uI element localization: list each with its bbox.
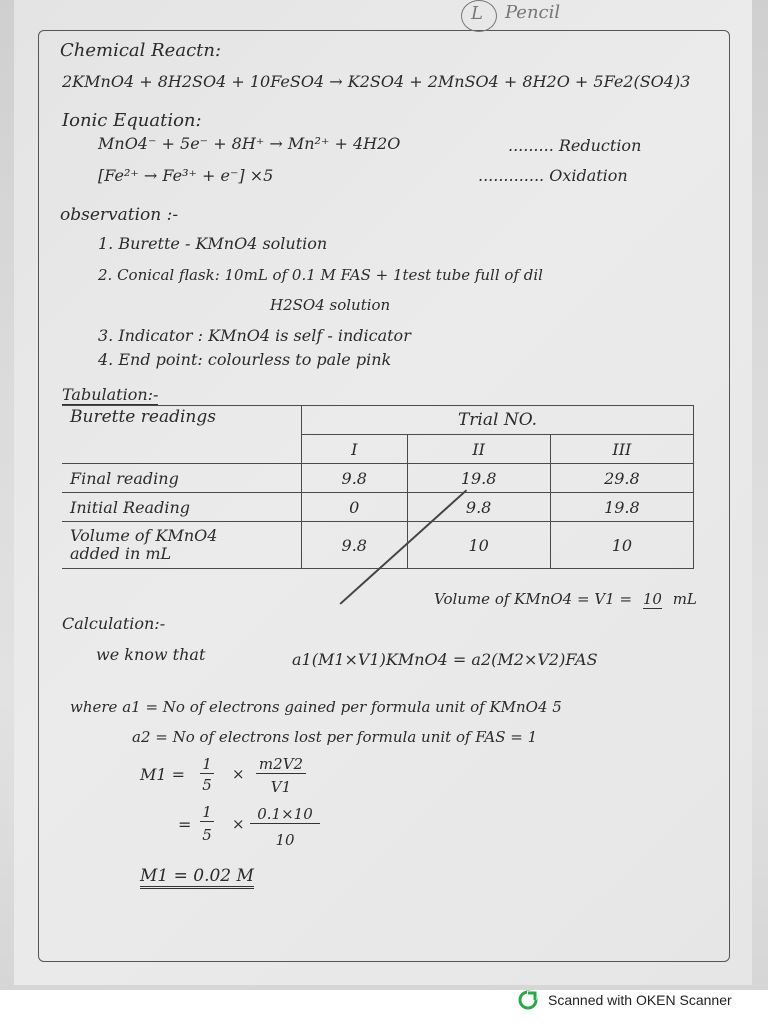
row-label-2: added in mL: [70, 544, 172, 563]
cell: 9.8: [407, 493, 550, 522]
m1-lhs: M1 =: [140, 765, 186, 784]
ionic-title: Ionic Equation:: [62, 110, 202, 131]
footer-text: Scanned with OKEN Scanner: [548, 992, 732, 1008]
times-sign-2: ×: [232, 815, 245, 833]
table-row: [62, 493, 694, 522]
volume-value: 10: [642, 590, 662, 608]
cell: 10: [407, 522, 550, 569]
frac-num-one: 1: [200, 755, 214, 774]
table-row: [62, 522, 694, 569]
observation-3: 3. Indicator : KMnO4 is self - indicator: [98, 326, 411, 345]
reaction-title: Chemical Reactn:: [60, 40, 222, 61]
ionic-eq-2-label: ............. Oxidation: [478, 166, 628, 185]
observation-2: 2. Conical flask: 10mL of 0.1 M FAS + 1test tube full of dil: [98, 266, 543, 284]
volume-label: Volume of KMnO4 = V1 =: [434, 590, 633, 608]
frac2-num: 0.1×10: [250, 805, 320, 824]
table-row: [62, 464, 694, 493]
calc-a2: a2 = No of electrons lost per formula unit of FAS = 1: [132, 728, 538, 746]
row-label: Final reading: [62, 464, 302, 493]
ionic-eq-2: [Fe²⁺ → Fe³⁺ + e⁻] ×5: [98, 166, 274, 185]
frac-den-five: 5: [202, 776, 212, 794]
row-label: Volume of KMnO4: [70, 526, 218, 545]
table-header-trial: Trial NO.: [302, 406, 694, 435]
calc-where: where a1 = No of electrons gained per formula unit of KMnO4 5: [70, 698, 562, 716]
frac2-num-one: 1: [200, 803, 214, 822]
tag-text: Pencil: [505, 2, 561, 23]
observation-2b: H2SO4 solution: [270, 296, 391, 314]
frac2-den: 10: [275, 831, 295, 849]
volume-line: [434, 590, 697, 608]
scanner-footer: [518, 990, 732, 1010]
times-sign: ×: [232, 765, 245, 783]
row-label-multi: [62, 522, 302, 569]
result: M1 = 0.02 M: [140, 866, 254, 889]
observation-4: 4. End point: colourless to pale pink: [98, 350, 392, 369]
trial-2-header: II: [407, 435, 550, 464]
tabulation-title: Tabulation:-: [62, 385, 159, 404]
cell: 19.8: [550, 493, 693, 522]
calc-formula: a1(M1×V1)KMnO4 = a2(M2×V2)FAS: [292, 650, 598, 669]
eq-sign-2: =: [178, 815, 192, 834]
oken-logo-icon: [518, 990, 538, 1010]
volume-unit: mL: [672, 590, 697, 608]
trial-1-header: I: [302, 435, 408, 464]
calculation-title: Calculation:-: [62, 614, 166, 633]
cell: 9.8: [302, 522, 408, 569]
ionic-eq-1-label: ......... Reduction: [508, 136, 642, 155]
calc-know: we know that: [96, 645, 206, 664]
cell: 29.8: [550, 464, 693, 493]
trial-3-header: III: [550, 435, 693, 464]
reaction-equation: 2KMnO4 + 8H2SO4 + 10FeSO4 → K2SO4 + 2MnSO4 + 8H2O + 5Fe2(SO4)3: [62, 72, 691, 91]
observation-1: 1. Burette - KMnO4 solution: [98, 234, 328, 253]
frac-den-v1: V1: [270, 778, 292, 796]
ionic-eq-1: MnO4⁻ + 5e⁻ + 8H⁺ → Mn²⁺ + 4H2O: [98, 134, 401, 153]
table-header-readings: Burette readings: [62, 406, 302, 464]
frac-num-m2v2: m2V2: [256, 755, 306, 774]
cell: 0: [302, 493, 408, 522]
row-label: Initial Reading: [62, 493, 302, 522]
frac2-den-five: 5: [202, 826, 212, 844]
cell: 9.8: [302, 464, 408, 493]
observation-title: observation :-: [60, 205, 179, 225]
cell: 10: [550, 522, 693, 569]
burette-table: [62, 405, 694, 569]
tag-letter: L: [471, 3, 483, 24]
cell: 19.8: [407, 464, 550, 493]
